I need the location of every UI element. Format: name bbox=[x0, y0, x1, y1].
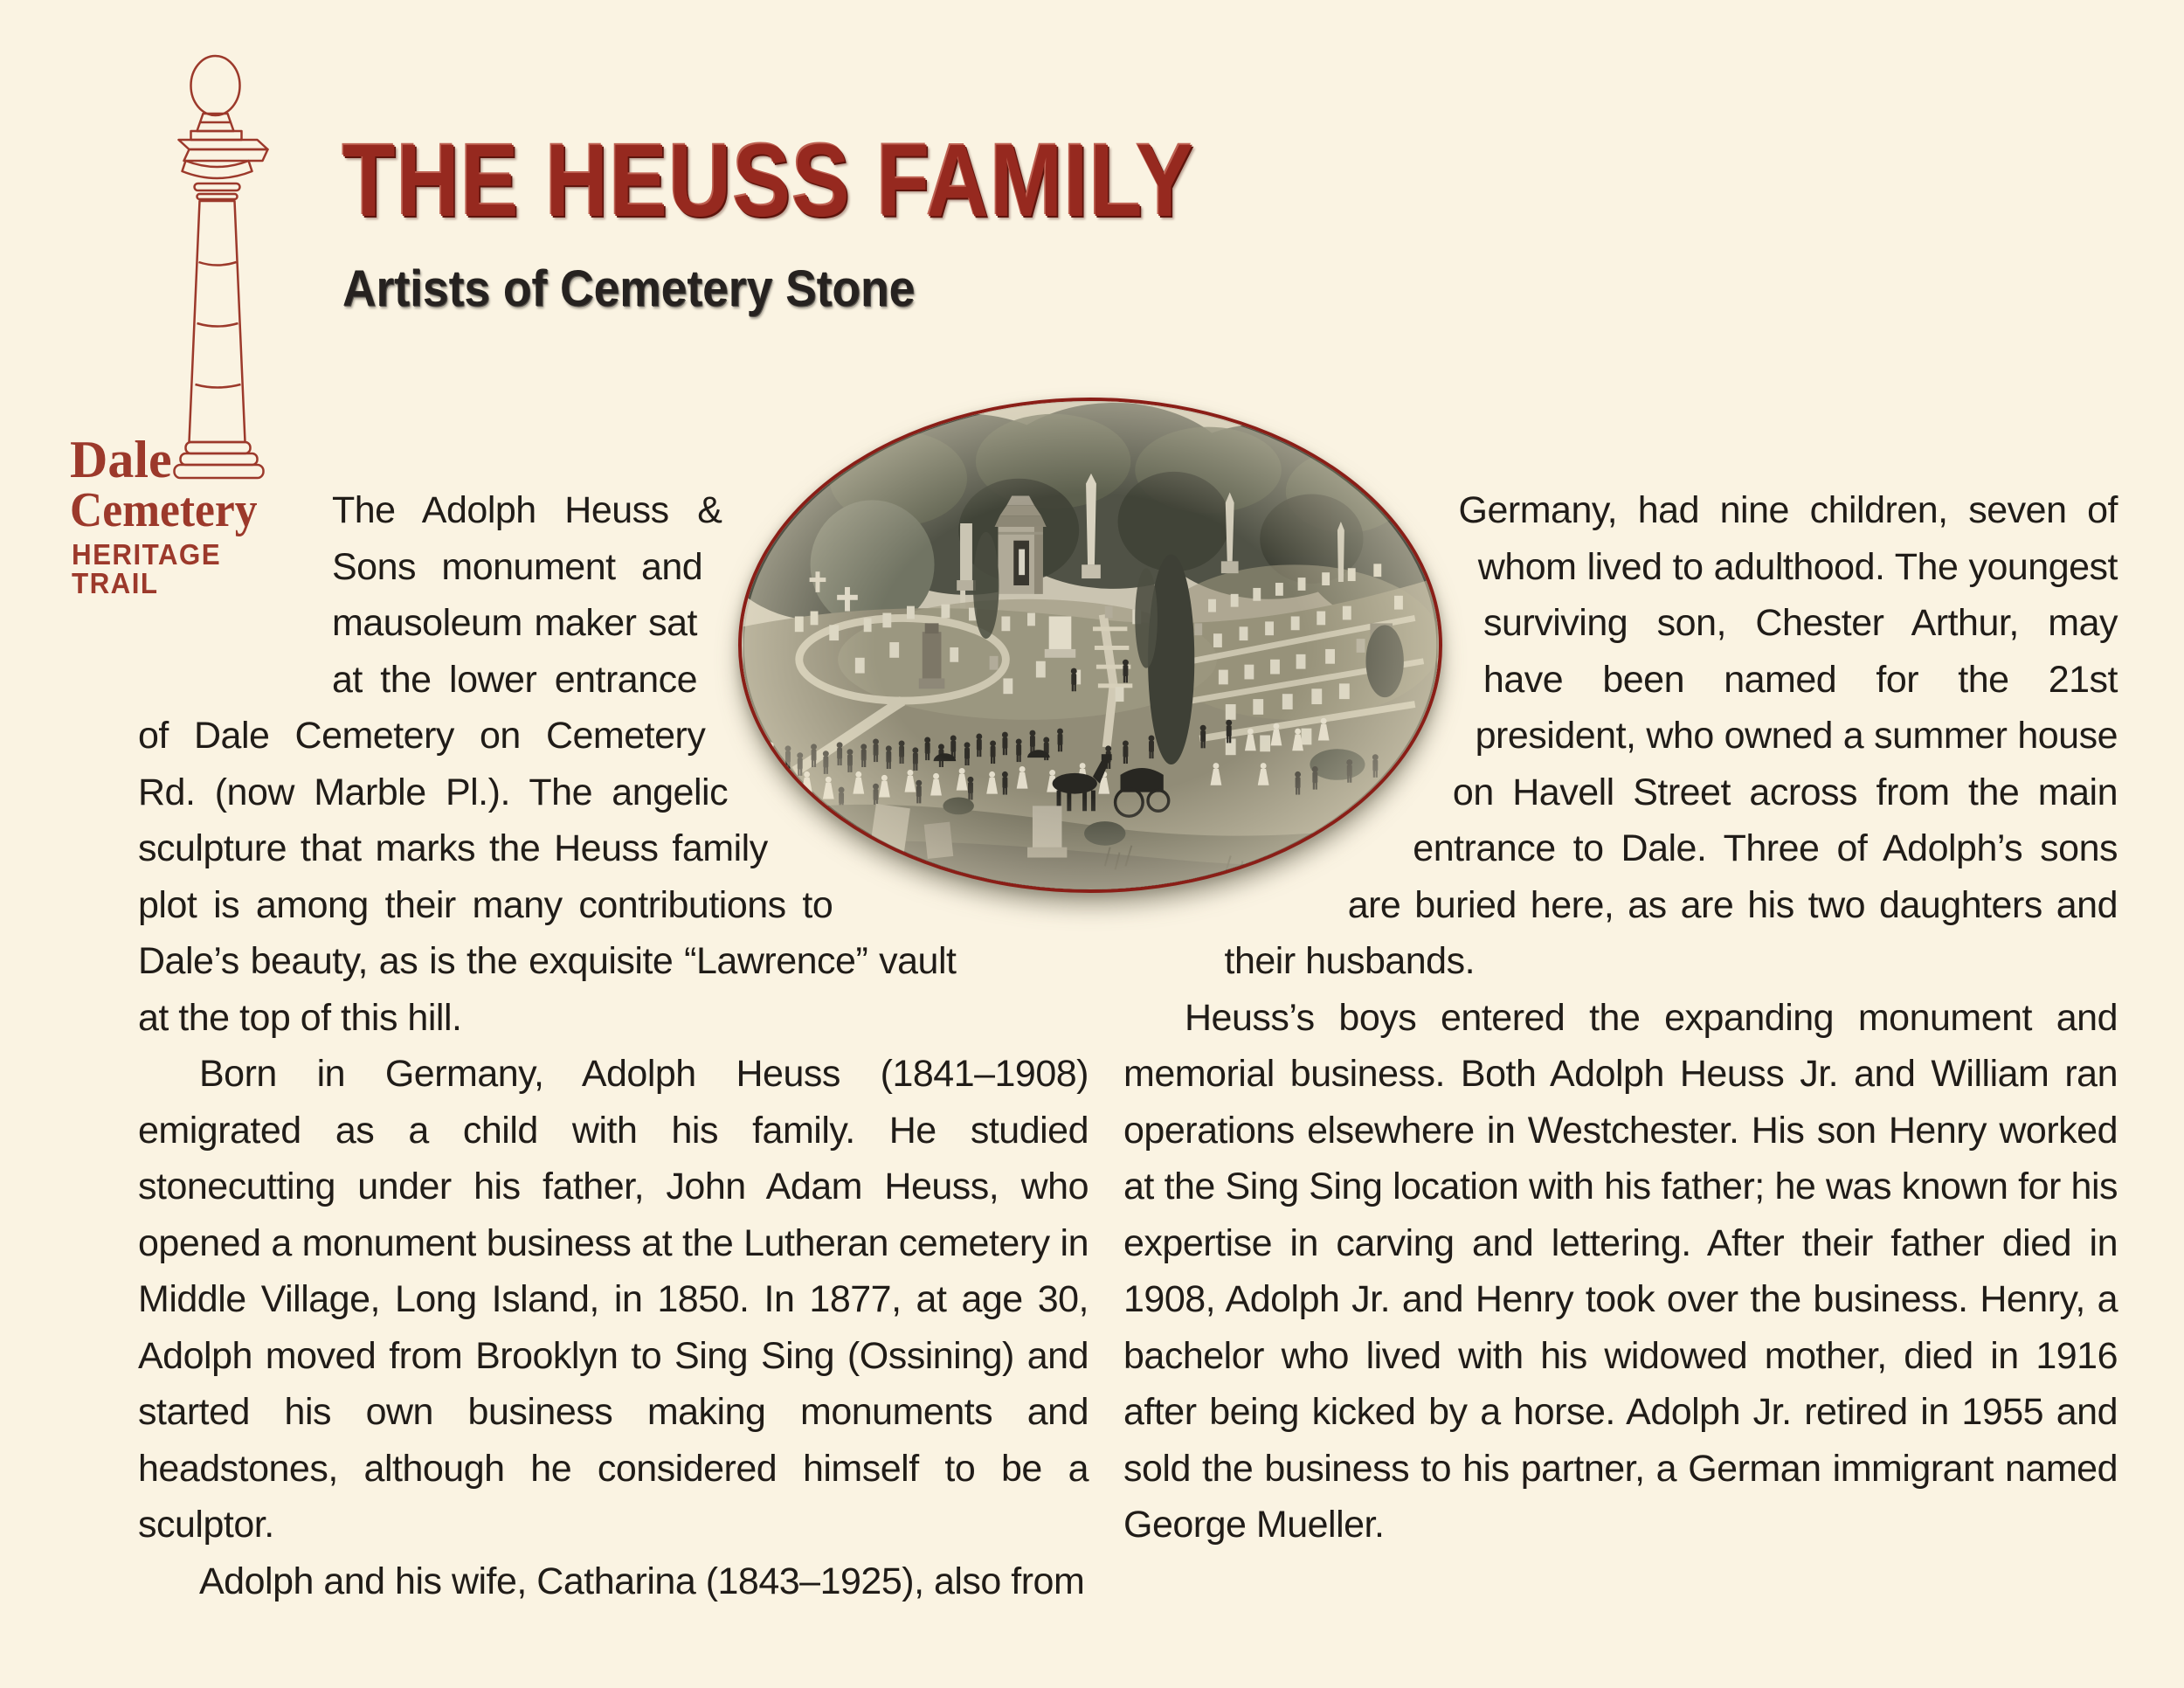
logo-name-line1: Dale bbox=[70, 431, 172, 488]
classical-column-icon bbox=[157, 51, 275, 505]
page-title: THE HEUSS FAMILY bbox=[342, 123, 1196, 239]
paragraph-family-start: Adolph and his wife, Catharina (1843–1925), also from bbox=[199, 1560, 1085, 1602]
paragraph-sons-business: Heuss’s boys entered the expanding monument and memorial business. Both Adolph Heuss Jr. and William ran operations elsewhere in Westchester. His son Henry worked at the Sing Sing location with his father; he was known for his expertise in carving and lettering. After their father died in 1908, Adolph Jr. and Henry took over the business. Henry, a bachelor who lived with his widowed mother, died in 1916 after being kicked by a horse. Adolph Jr. retired in 1955 and sold the business to his partner, a German immigrant named George Mueller. bbox=[1123, 996, 2118, 1546]
article-left-column bbox=[138, 482, 1089, 1609]
logo-name-line2: Cemetery bbox=[70, 483, 258, 537]
article-right-column bbox=[1123, 482, 2118, 1553]
paragraph-intro: The Adolph Heuss & Sons monument and mausoleum maker sat at the lower entrance of Dale Cemetery on Cemetery Rd. (now Marble Pl.). The angelic sculpture that marks the Heuss family plot is among their many contributions to Dale’s beauty, as is the exquisite “Lawrence” vault at the top of this hill. bbox=[138, 489, 957, 1039]
logo-tagline: HERITAGE TRAIL bbox=[72, 538, 222, 599]
paragraph-family-continued: Germany, had nine children, seven of whom lived to adulthood. The youngest surviving son, Chester Arthur, may have been named for the 21st president, who owned a summer house on Havell Street across from the main entrance to Dale. Three of Adolph’s sons are buried here, as are his two daughters and their husbands. bbox=[1224, 489, 2118, 982]
page-subtitle: Artists of Cemetery Stone bbox=[342, 260, 916, 317]
paragraph-adolph-bio: Born in Germany, Adolph Heuss (1841–1908) emigrated as a child with his family. He studied stonecutting under his father, John Adam Heuss, who opened a monument business at the Lutheran cemetery in Middle Village, Long Island, in 1850. In 1877, at age 30, Adolph moved from Brooklyn to Sing Sing (Ossining) and started his own business making monuments and headstones, although he considered himself to be a sculptor. bbox=[138, 1053, 1089, 1546]
text-wrap-spacer-logo bbox=[138, 482, 332, 653]
